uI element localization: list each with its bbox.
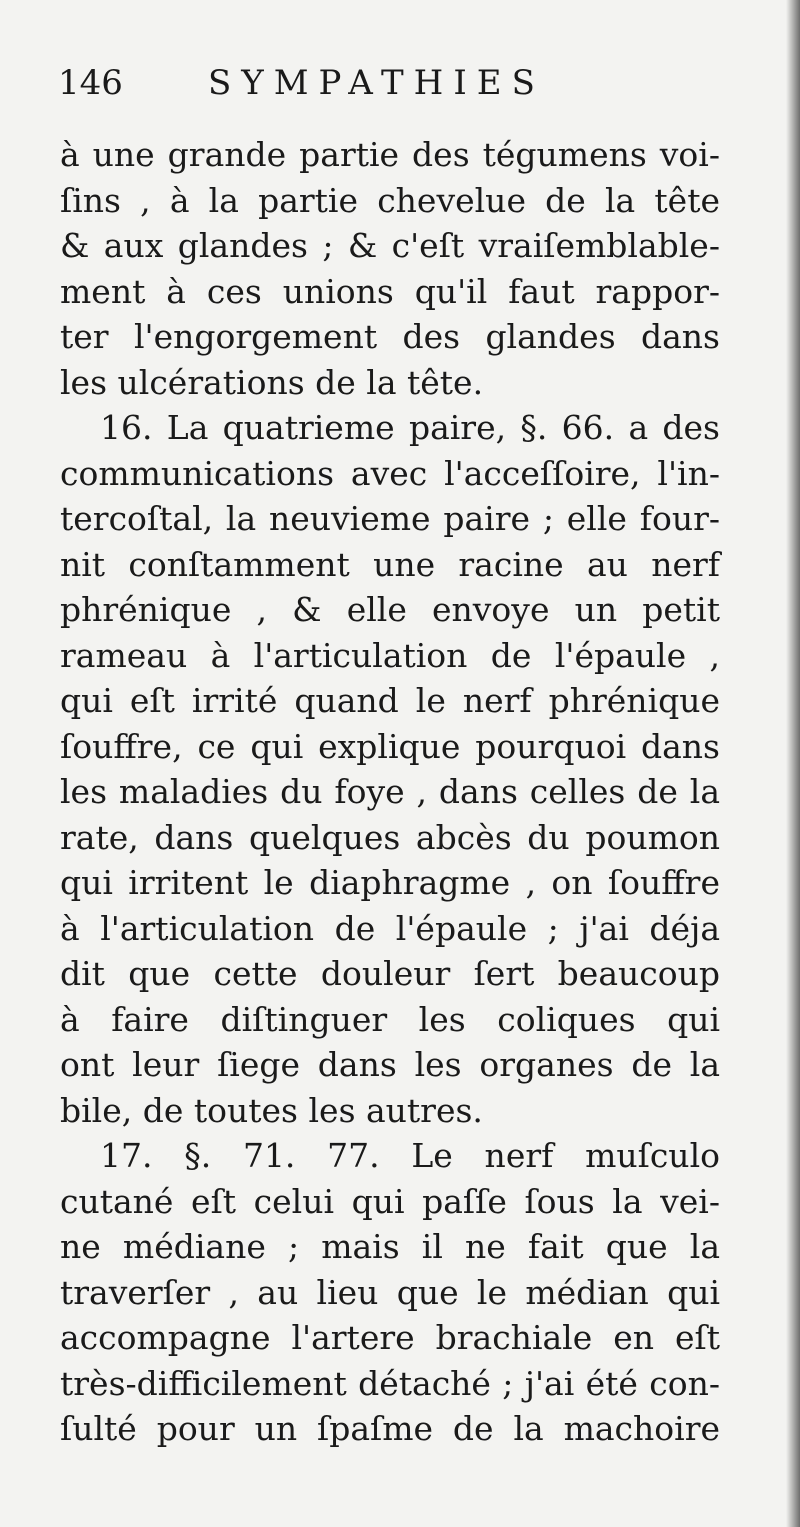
- text-line: traverſer , au lieu que le médian qui: [60, 1272, 720, 1312]
- text-line: accompagne l'artere brachiale en eſt: [60, 1318, 720, 1357]
- text-line: cutané eſt celui qui paſſe ſous la vei-: [60, 1181, 720, 1221]
- text-line: tercoſtal, la neuvieme paire ; elle four-: [60, 499, 720, 538]
- text-line: ſulté pour un ſpaſme de la machoire: [60, 1409, 720, 1448]
- text-line: 16. La quatrieme paire, §. 66. a des: [100, 408, 720, 447]
- text-line: bile, de toutes les autres.: [60, 1090, 483, 1130]
- text-line: ont leur ſiege dans les organes de la: [60, 1045, 720, 1084]
- text-line: qui eſt irrité quand le nerf phrénique: [60, 681, 720, 720]
- text-line: très-difficilement détaché ; j'ai été con-: [60, 1363, 720, 1403]
- text-line: communications avec l'acceſſoire, l'in-: [60, 453, 720, 493]
- text-line: à une grande partie des tégumens voi-: [60, 135, 720, 174]
- body-text: [60, 132, 720, 1452]
- text-line: rate, dans quelques abcès du poumon: [60, 817, 720, 857]
- page-number: 146: [58, 63, 123, 103]
- running-title: SYMPATHIES: [208, 63, 545, 103]
- text-line: ſins , à la partie chevelue de la tête: [60, 180, 720, 220]
- text-line: phrénique , & elle envoye un petit: [60, 590, 720, 629]
- text-line: 17. §. 71. 77. Le nerf muſculo: [100, 1136, 720, 1175]
- text-line: ſouffre, ce qui explique pourquoi dans: [60, 726, 720, 766]
- text-line: ment à ces unions qu'il faut rappor-: [60, 271, 720, 311]
- text-line: dit que cette douleur ſert beaucoup: [60, 954, 720, 993]
- text-line: rameau à l'articulation de l'épaule ,: [60, 635, 720, 675]
- page-binding-shadow: [786, 0, 800, 1527]
- text-line: les ulcérations de la tête.: [60, 362, 484, 402]
- text-line: ter l'engorgement des glandes dans: [60, 317, 720, 356]
- text-line: à faire diſtinguer les coliques qui: [60, 999, 720, 1039]
- text-line: nit conſtamment une racine au nerf: [60, 544, 720, 584]
- text-line: ne médiane ; mais il ne fait que la: [60, 1227, 720, 1266]
- text-line: & aux glandes ; & c'eſt vraiſemblable-: [60, 226, 720, 265]
- text-line: à l'articulation de l'épaule ; j'ai déja: [60, 908, 720, 948]
- text-line: qui irritent le diaphragme , on ſouffre: [60, 863, 720, 902]
- page-header: [58, 58, 618, 108]
- text-line: les maladies du foye , dans celles de la: [60, 772, 720, 811]
